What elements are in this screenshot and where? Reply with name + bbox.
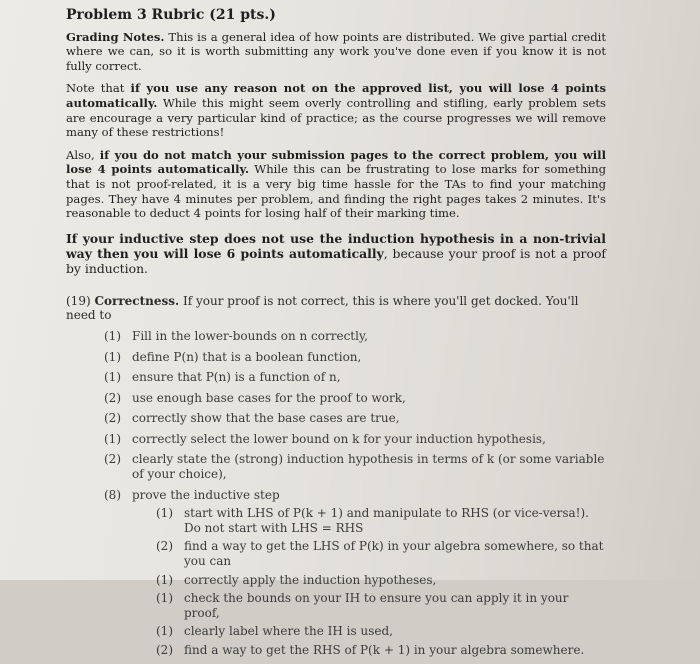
criterion-points: (1) bbox=[104, 431, 121, 446]
criterion-text: find a way to get the RHS of P(k + 1) in your algebra somewhere. bbox=[184, 643, 585, 657]
criterion-points: (1) bbox=[156, 591, 173, 606]
criterion-points: (1) bbox=[104, 370, 121, 385]
list-item bbox=[104, 452, 606, 481]
list-item bbox=[104, 411, 606, 426]
page-matching-lead: Also, bbox=[66, 147, 100, 162]
approved-list-warning: if you use any reason not on the approved list, you will lose 4 points automatically. bbox=[66, 81, 606, 110]
approved-list-lead: Note that bbox=[66, 81, 131, 96]
list-item bbox=[104, 432, 606, 447]
list-item bbox=[104, 370, 606, 385]
page-matching-paragraph bbox=[66, 148, 606, 221]
criterion-points: (1) bbox=[156, 572, 173, 587]
grading-notes-label: Grading Notes. bbox=[66, 29, 165, 44]
grading-notes-text: This is a general idea of how points are distributed. We give partial credit where we can, so it is worth submitting any work you've done even if you know it is not fully correct. bbox=[66, 29, 606, 73]
page-title: Problem 3 Rubric (21 pts.) bbox=[66, 7, 276, 23]
correctness-criteria-list bbox=[66, 329, 606, 658]
criterion-text: Fill in the lower-bounds on n correctly, bbox=[132, 328, 368, 343]
list-item bbox=[156, 506, 606, 535]
criterion-text: correctly show that the base cases are true, bbox=[132, 411, 400, 426]
criterion-points: (8) bbox=[104, 487, 121, 502]
criterion-points: (1) bbox=[156, 624, 173, 639]
list-item bbox=[156, 573, 606, 588]
correctness-label: Correctness. bbox=[94, 293, 180, 308]
criterion-points: (2) bbox=[104, 411, 121, 426]
list-item bbox=[156, 539, 606, 568]
criterion-points: (1) bbox=[104, 328, 121, 343]
criterion-points: (2) bbox=[104, 452, 121, 467]
criterion-text: find a way to get the LHS of P(k) in your algebra somewhere, so that you can bbox=[184, 539, 604, 569]
approved-list-paragraph bbox=[66, 81, 606, 139]
criterion-points: (1) bbox=[156, 506, 173, 521]
correctness-heading bbox=[66, 294, 606, 323]
criterion-text: correctly select the lower bound on k for your induction hypothesis, bbox=[132, 431, 546, 446]
criterion-text: use enough base cases for the proof to work, bbox=[132, 390, 406, 405]
inductive-step-sublist bbox=[132, 506, 606, 657]
criterion-points: (1) bbox=[104, 349, 121, 364]
list-item bbox=[156, 624, 606, 639]
list-item bbox=[104, 329, 606, 344]
rubric-content bbox=[66, 8, 606, 664]
criterion-text: start with LHS of P(k + 1) and manipulate to RHS (or vice-versa!). Do not start with LHS = RHS bbox=[184, 506, 589, 535]
list-item bbox=[156, 643, 606, 658]
induction-hypothesis-text: , because your proof is not a proof by induction. bbox=[66, 245, 606, 276]
list-item bbox=[104, 350, 606, 365]
page-matching-warning: if you do not match your submission pages to the correct problem, you will lose 4 points automatically. bbox=[66, 147, 606, 177]
correctness-text: If your proof is not correct, this is where you'll get docked. You'll need to bbox=[66, 293, 579, 323]
criterion-text: check the bounds on your IH to ensure you can apply it in your proof, bbox=[184, 591, 569, 620]
criterion-text: prove the inductive step bbox=[132, 487, 280, 502]
criterion-text: correctly apply the induction hypotheses, bbox=[184, 572, 437, 587]
criterion-text: clearly state the (strong) induction hypothesis in terms of k (or some variable of your choice), bbox=[132, 452, 605, 482]
criterion-text: ensure that P(n) is a function of n, bbox=[132, 370, 341, 385]
list-item bbox=[104, 488, 606, 658]
correctness-section bbox=[66, 294, 606, 658]
list-item bbox=[104, 391, 606, 406]
approved-list-text: While this might seem overly controlling and stifling, early problem sets are encourage a very particular kind of practice; as the course progresses we will remove many of these restrictions! bbox=[66, 95, 606, 140]
criterion-text: define P(n) that is a boolean function, bbox=[132, 349, 362, 364]
page-matching-text: While this can be frustrating to lose marks for something that is not proof-related, it is a very big time hassle for the TAs to find your matching pages. They have 4 minutes per problem, and finding the right pages takes 2 minutes. It's reasonable to deduct 4 points for losing half of their marking time. bbox=[66, 162, 606, 221]
grading-notes-paragraph bbox=[66, 30, 606, 74]
criterion-points: (2) bbox=[156, 539, 173, 554]
criterion-text: clearly label where the IH is used, bbox=[184, 624, 393, 639]
criterion-points: (2) bbox=[104, 390, 121, 405]
induction-hypothesis-paragraph bbox=[66, 231, 606, 276]
correctness-points: (19) bbox=[66, 293, 91, 308]
list-item bbox=[156, 591, 606, 620]
criterion-points: (2) bbox=[156, 643, 173, 657]
induction-hypothesis-warning: If your inductive step does not use the induction hypothesis in a non-trivial way then you will lose 6 points automatically bbox=[66, 230, 606, 261]
